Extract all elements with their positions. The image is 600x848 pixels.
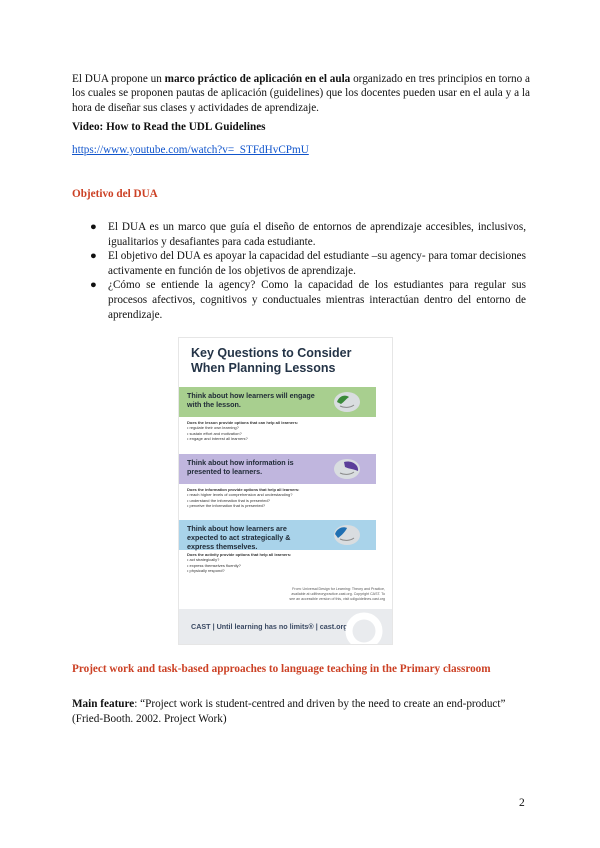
bullet-text: ¿Cómo se entiende la agency? Como la capacidad de los estudiantes para regular sus procesos afectivos, cognitivos y conductuales mientras interactúan dentro del entorno de aprendizaje. (108, 279, 526, 321)
bullet-text: El objetivo del DUA es apoyar la capacidad del estudiante –su agency- para tomar decisiones activamente en función de los objetivos de aprendizaje. (108, 250, 526, 277)
page-number: 2 (519, 797, 525, 809)
bullet-icon: ● (90, 221, 97, 233)
expression-question-lead: Does the activity provide options that help all learners: (187, 552, 292, 557)
engage-band-title: Think about how learners will engage with the lesson. (187, 391, 315, 409)
representation-band (179, 454, 376, 484)
expression-band (179, 520, 376, 550)
brain-representation-icon (332, 457, 362, 481)
udl-key-questions-poster (178, 337, 393, 645)
poster-credit: From: Universal Design for Learning: Theory and Practice, available at udltheorypractice.cast.org. Copyright CAST. To see an accessible version of this, visit udlguidelines.cast.org (289, 587, 385, 601)
expression-question: • express themselves fluently? (187, 562, 241, 568)
main-feature-text: : “Project work is student-centred and driven by the need to create an end-product” (Fried-Booth. 2002. Project Work) (72, 698, 506, 725)
representation-questions (187, 487, 367, 509)
engage-question: • sustain effort and motivation? (187, 430, 242, 436)
engage-band (179, 387, 376, 417)
brain-engagement-icon (332, 390, 362, 414)
intro-text-start: El DUA propone un (72, 73, 165, 85)
cast-logo-icon (344, 611, 384, 645)
expression-questions (187, 552, 367, 574)
main-feature-paragraph (72, 697, 512, 727)
cast-footer-text: CAST | Until learning has no limits® | cast.org (191, 622, 348, 631)
expression-question: • act strategically? (187, 557, 220, 563)
representation-question: • understand the information that is presented? (187, 497, 271, 503)
main-feature-label: Main feature (72, 698, 135, 710)
list-item (90, 220, 526, 249)
representation-question-lead: Does the information provide options that help all learners: (187, 487, 300, 492)
engage-question-lead: Does the lesson provide options that can help all learners: (187, 420, 299, 425)
expression-question: • physically respond? (187, 568, 225, 574)
list-item (90, 278, 526, 322)
engage-questions (187, 420, 367, 442)
bullet-icon: ● (90, 279, 97, 292)
engage-question: • regulate their own learning? (187, 425, 239, 431)
poster-title: Key Questions to Consider When Planning Lessons (191, 346, 352, 375)
section-heading-project-work: Project work and task-based approaches to language teaching in the Primary classroom (72, 663, 491, 675)
representation-question: • perceive the information that is presented? (187, 503, 266, 509)
section-heading-objetivo: Objetivo del DUA (72, 188, 158, 200)
video-link[interactable]: https://www.youtube.com/watch?v=_STFdHvCPmU (72, 144, 309, 156)
poster-footer (179, 609, 392, 644)
brain-expression-icon (332, 523, 362, 547)
objective-bullet-list (90, 220, 526, 322)
video-title: Video: How to Read the UDL Guidelines (72, 121, 266, 133)
intro-text-end: organizado en tres principios en torno a los cuales se proponen pautas de aplicación (guidelines) que los docentes pueden usar en el aula y a la hora de diseñar sus clases y actividades de aprendizaje. (72, 73, 530, 114)
expression-band-title: Think about how learners are expected to act strategically & express themselves. (187, 524, 291, 551)
engage-question: • engage and interest all learners? (187, 436, 248, 442)
bullet-icon: ● (90, 250, 97, 263)
representation-band-title: Think about how information is presented to learners. (187, 458, 294, 476)
bullet-text: El DUA es un marco que guía el diseño de entornos de aprendizaje accesibles, inclusivos, igualitarios y desafiantes para cada estudiante. (108, 221, 526, 248)
intro-bold-phrase: marco práctico de aplicación en el aula (164, 73, 351, 85)
list-item (90, 249, 526, 278)
intro-paragraph (72, 72, 530, 115)
representation-question: • reach higher levels of comprehension and understanding? (187, 492, 293, 498)
